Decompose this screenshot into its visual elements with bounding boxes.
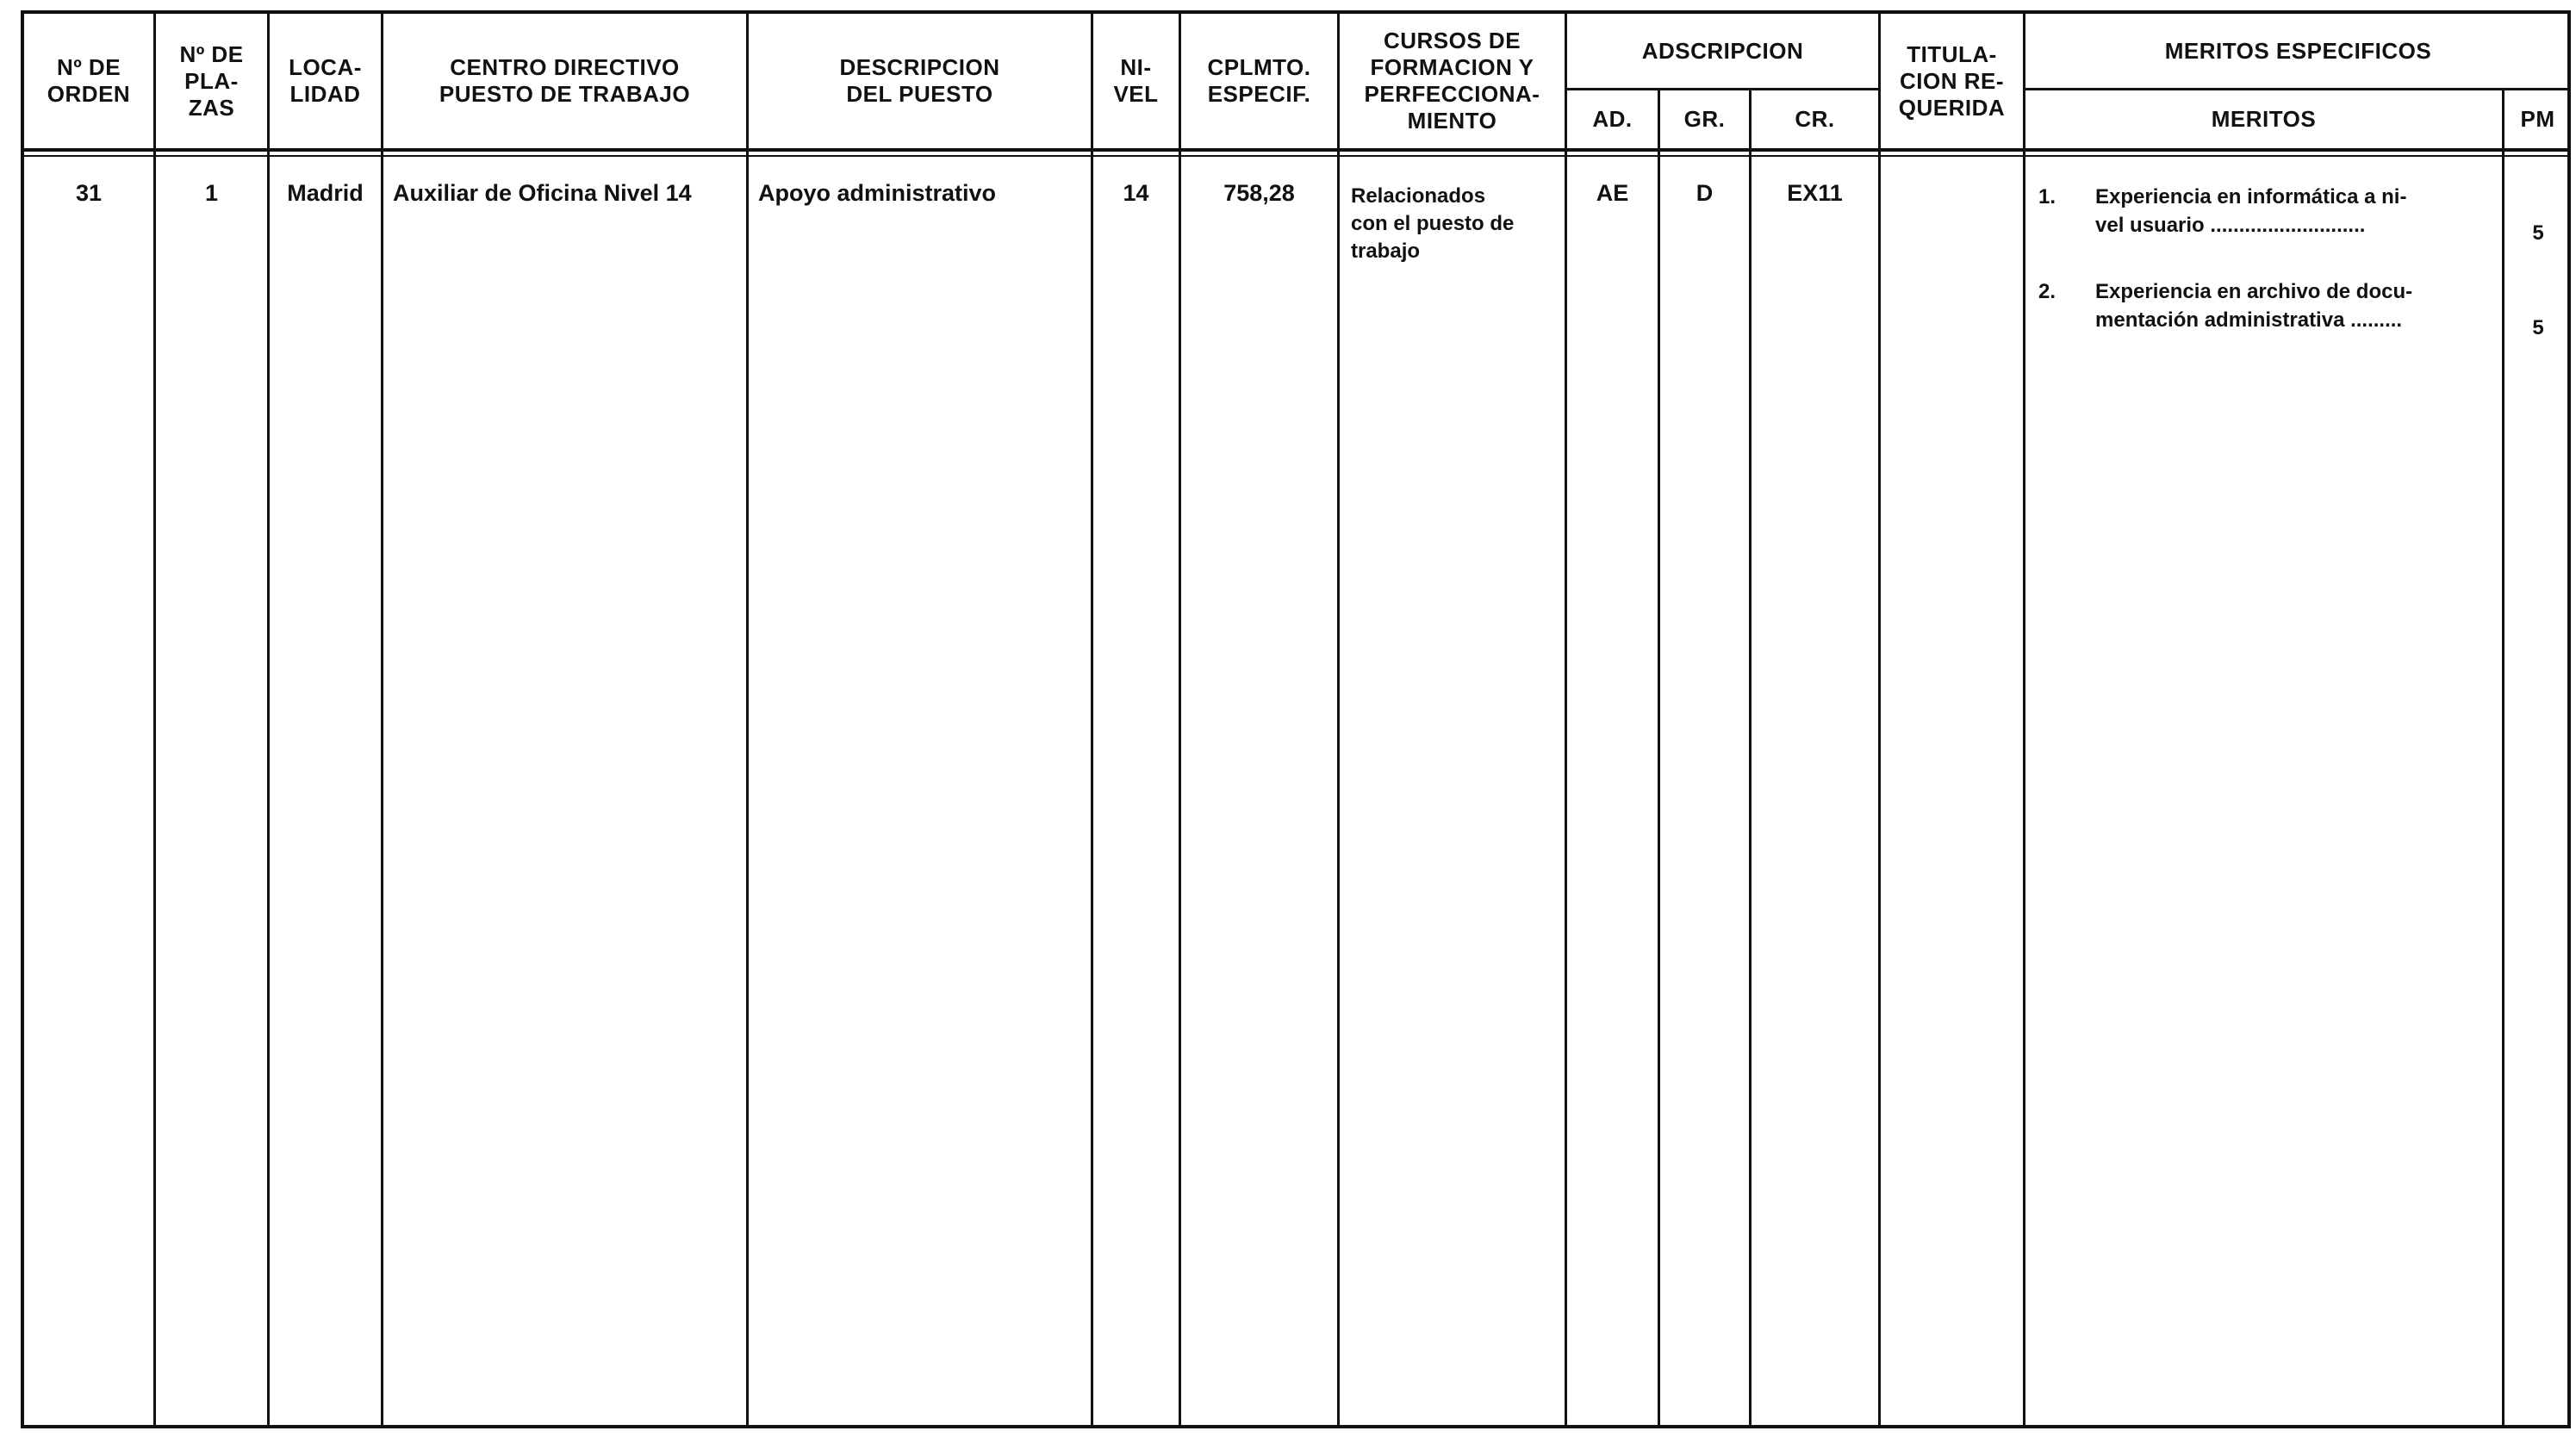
col-divider xyxy=(1091,14,1093,1428)
col-divider xyxy=(153,14,156,1428)
header-pm: PM xyxy=(2520,106,2555,132)
value-plazas: 1 xyxy=(204,180,219,206)
value-nivel: 14 xyxy=(1123,180,1149,206)
col-divider xyxy=(1658,88,1660,1428)
merit-text: Experiencia en archivo de docu- mentación administrativa ......... xyxy=(2095,280,2413,332)
col-divider xyxy=(1565,14,1567,1428)
merit-item xyxy=(2038,277,2504,338)
header-bottom-rule xyxy=(24,148,2571,152)
header-descripcion: DESCRIPCION DEL PUESTO xyxy=(839,54,1000,107)
merit-number: 2. xyxy=(2038,280,2056,303)
merit-pm: 5 xyxy=(2532,316,2544,339)
header-meritos-especificos: MERITOS ESPECIFICOS xyxy=(2164,37,2432,64)
col-divider xyxy=(1878,14,1881,1428)
header-cr: CR. xyxy=(1795,106,1835,132)
merit-text: Experiencia en informática a ni- vel usuario ........................... xyxy=(2095,185,2407,237)
value-cplmto: 758,28 xyxy=(1223,180,1295,206)
header-nivel: NI- VEL xyxy=(1113,54,1159,107)
value-cursos: Relacionados con el puesto de trabajo xyxy=(1351,184,1515,263)
col-divider xyxy=(1179,14,1181,1428)
header-gr: GR. xyxy=(1683,106,1726,132)
merit-pm: 5 xyxy=(2532,221,2544,245)
value-ad: AE xyxy=(1596,180,1629,206)
header-bottom-rule-2 xyxy=(24,155,2571,157)
header-cursos: CURSOS DE FORMACION Y PERFECCIONA- MIENTO xyxy=(1364,28,1540,134)
col-divider xyxy=(2023,14,2025,1428)
col-divider xyxy=(746,14,749,1428)
header-meritos: MERITOS xyxy=(2211,106,2317,132)
merit-number: 1. xyxy=(2038,185,2056,208)
merit-item xyxy=(2038,183,2504,243)
col-divider xyxy=(1749,88,1752,1428)
col-divider xyxy=(267,14,270,1428)
value-cr: EX11 xyxy=(1787,180,1843,206)
job-posting-table xyxy=(21,10,2571,1428)
value-localidad: Madrid xyxy=(287,180,364,206)
header-ad: AD. xyxy=(1592,106,1633,132)
col-divider xyxy=(381,14,383,1428)
col-divider xyxy=(1337,14,1340,1428)
header-adscripcion: ADSCRIPCION xyxy=(1641,37,1804,64)
header-titulacion: TITULA- CION RE- QUERIDA xyxy=(1898,40,2006,121)
value-orden: 31 xyxy=(75,180,103,206)
value-gr: D xyxy=(1696,180,1714,206)
value-centro: Auxiliar de Oficina Nivel 14 xyxy=(393,180,692,206)
header-cplmto: CPLMTO. ESPECIF. xyxy=(1207,54,1311,107)
header-centro: CENTRO DIRECTIVO PUESTO DE TRABAJO xyxy=(439,54,691,107)
value-descripcion: Apoyo administrativo xyxy=(758,180,997,206)
header-localidad: LOCA- LIDAD xyxy=(289,54,362,107)
header-orden: Nº DE ORDEN xyxy=(47,54,131,107)
header-plazas: Nº DE PLA- ZAS xyxy=(179,40,244,121)
